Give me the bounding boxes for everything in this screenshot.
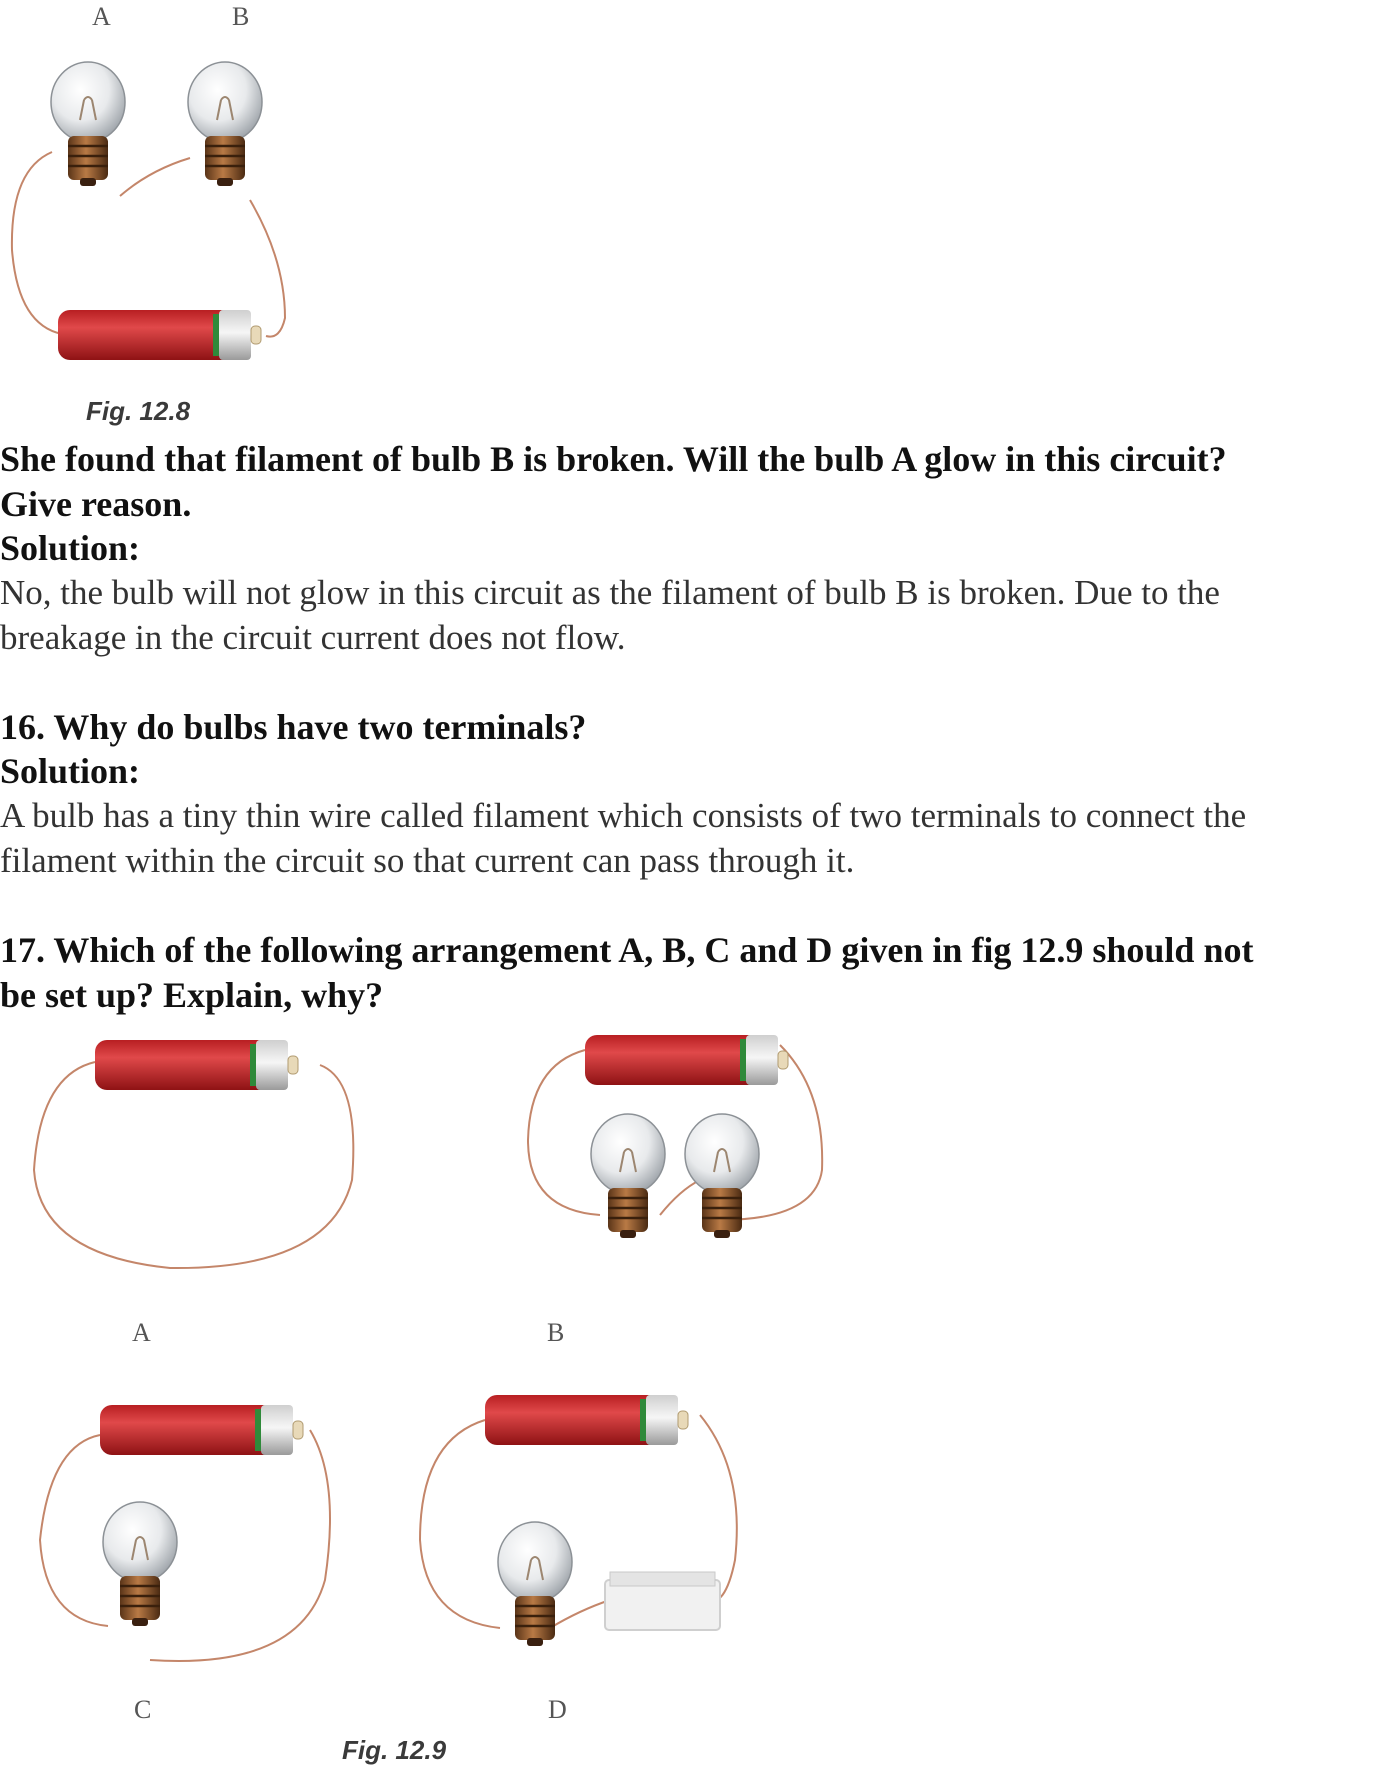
fig129-arrangement-a: [34, 1040, 353, 1268]
q16-question: 16. Why do bulbs have two terminals?: [0, 707, 587, 747]
q16-solution-label: Solution:: [0, 751, 141, 791]
fig129-a-wire: [34, 1062, 353, 1268]
q15-solution-label: Solution:: [0, 528, 141, 568]
fig129-c-wire: [40, 1435, 108, 1626]
fig129-a-battery: [95, 1040, 298, 1090]
q15-question-line1: She found that filament of bulb B is broken. Will the bulb A glow in this circuit?: [0, 439, 1227, 479]
fig128-circuit: [0, 0, 300, 400]
q16-answer-line1: A bulb has a tiny thin wire called filament which consists of two terminals to connect the: [0, 796, 1247, 835]
fig129-label-d: D: [548, 1695, 567, 1724]
fig129-label-c: C: [134, 1695, 152, 1724]
q16-answer-line2: filament within the circuit so that current can pass through it.: [0, 841, 855, 880]
fig129-b-wire: [660, 1180, 700, 1215]
fig129-c-battery: [100, 1405, 303, 1455]
fig129-d-wire: [420, 1420, 500, 1628]
fig129-b-bulb-1: [591, 1114, 665, 1238]
fig128-bulb-b: [188, 62, 262, 186]
q15-answer-line1: No, the bulb will not glow in this circuit as the filament of bulb B is broken. Due to the: [0, 573, 1220, 612]
fig128-caption: Fig. 12.8: [86, 396, 191, 426]
fig129-arrangement-c: [40, 1405, 330, 1661]
q15-question-line2: Give reason.: [0, 484, 192, 524]
q17-question-line1: 17. Which of the following arrangement A, B, C and D given in fig 12.9 should not: [0, 930, 1254, 970]
fig129-arrangement-d: [420, 1395, 737, 1646]
fig128-bulb-a: [51, 62, 125, 186]
fig128-label-a: A: [92, 2, 111, 31]
fig129-caption: Fig. 12.9: [342, 1735, 447, 1765]
fig128-wire: [12, 152, 62, 334]
fig129-d-wire: [550, 1600, 610, 1628]
fig129-b-battery: [585, 1035, 788, 1085]
fig129-d-switch: [605, 1572, 720, 1630]
fig129-arrangement-b: [528, 1035, 822, 1238]
fig129-d-battery: [485, 1395, 688, 1445]
fig129-c-bulb: [103, 1502, 177, 1626]
q15-answer-line2: breakage in the circuit current does not flow.: [0, 618, 626, 657]
fig129-label-a: A: [132, 1318, 151, 1347]
fig128-label-b: B: [232, 2, 250, 31]
q17-question-line2: be set up? Explain, why?: [0, 975, 384, 1015]
fig128-wire: [120, 158, 190, 196]
fig128-battery: [58, 310, 261, 360]
fig129-label-b: B: [547, 1318, 565, 1347]
fig129-d-bulb: [498, 1522, 572, 1646]
fig128-wire: [250, 200, 285, 337]
fig129-diagram: [0, 1020, 900, 1720]
